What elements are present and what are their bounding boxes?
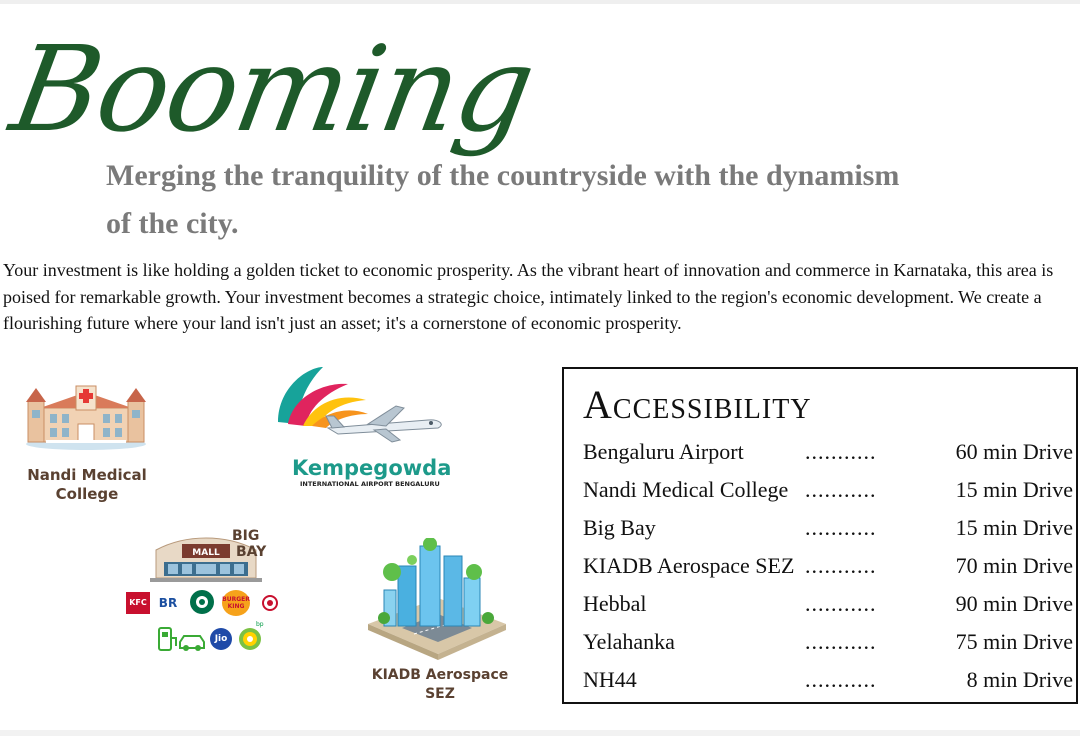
row-time: 75 min Drive [955, 629, 1073, 654]
jio-logo: Jio [210, 628, 232, 650]
landmark-kempegowda-airport [268, 362, 458, 489]
landmark-big-bay [124, 526, 288, 656]
row-leader-dots: ........... [805, 667, 877, 692]
accessibility-row [583, 627, 1073, 657]
accessibility-row [583, 437, 1073, 467]
bigbay-brand-row [126, 590, 288, 616]
bigbay-name-line2: BAY [236, 544, 267, 560]
accessibility-row [583, 513, 1073, 543]
accessibility-row [583, 551, 1073, 581]
kiadb-label-line2: SEZ [425, 686, 455, 702]
ev-charging-icon [158, 626, 206, 652]
airport-subtitle: INTERNATIONAL AIRPORT BENGALURU [300, 480, 440, 488]
row-place: KIADB Aerospace SEZ [583, 553, 795, 578]
accessibility-row [583, 589, 1073, 619]
row-time: 15 min Drive [955, 477, 1073, 502]
kiadb-label-line1: KIADB Aerospace [371, 667, 509, 683]
bp-logo: bp [238, 627, 262, 651]
accessibility-panel [562, 367, 1078, 704]
top-divider [0, 0, 1080, 4]
kempegowda-wordmark: Kempegowda [292, 456, 452, 480]
airport-logo-icon [268, 362, 458, 452]
row-time: 70 min Drive [955, 553, 1073, 578]
bigbay-name-line1: BIG [232, 528, 260, 544]
baskin-robbins-logo: BR [158, 596, 178, 610]
row-time: 15 min Drive [955, 515, 1073, 540]
accessibility-row [583, 475, 1073, 505]
script-heading: Booming [2, 20, 543, 158]
row-leader-dots: ........... [805, 515, 877, 540]
burger-king-logo: BURGER KING [222, 590, 250, 616]
hospital-building-icon [22, 382, 152, 452]
tagline: Merging the tranquility of the countryside with the dynamism of the city. [106, 159, 900, 240]
row-leader-dots: ........... [805, 591, 877, 616]
row-place: NH44 [583, 667, 637, 692]
nandi-label-line2: College [55, 485, 119, 503]
nandi-label-line1: Nandi Medical [27, 466, 147, 484]
accessibility-row [583, 665, 1073, 695]
row-place: Big Bay [583, 515, 656, 540]
bottom-divider [0, 730, 1080, 736]
row-leader-dots: ........... [805, 553, 877, 578]
intro-paragraph: Your investment is like holding a golden ticket to economic prosperity. As the vibrant heart of innovation and commerce in Karnataka, this area is poised for remarkable growth. Your investment becomes a strategic choice, intimately linked to the region's economic development. We create a flourishing future where your land isn't just an asset; it's a cornerstone of economic prosperity. [3, 260, 1054, 333]
mall-sign: MALL [192, 548, 220, 558]
accessibility-title: Accessibility [583, 382, 812, 427]
row-leader-dots: ........... [805, 477, 877, 502]
cafe-logo [260, 594, 280, 612]
kfc-logo: KFC [126, 592, 150, 614]
starbucks-logo [190, 590, 214, 614]
row-time: 60 min Drive [955, 439, 1073, 464]
landmark-nandi-medical-college [22, 382, 152, 504]
row-time: 8 min Drive [966, 667, 1073, 692]
row-place: Bengaluru Airport [583, 439, 744, 464]
row-leader-dots: ........... [805, 439, 877, 464]
row-place: Nandi Medical College [583, 477, 789, 502]
landmark-kiadb-aerospace-sez [356, 538, 524, 704]
row-time: 90 min Drive [955, 591, 1073, 616]
row-place: Yelahanka [583, 629, 675, 654]
bigbay-fuel-row [158, 621, 288, 654]
row-place: Hebbal [583, 591, 647, 616]
row-leader-dots: ........... [805, 629, 877, 654]
city-skyline-icon [362, 538, 512, 662]
